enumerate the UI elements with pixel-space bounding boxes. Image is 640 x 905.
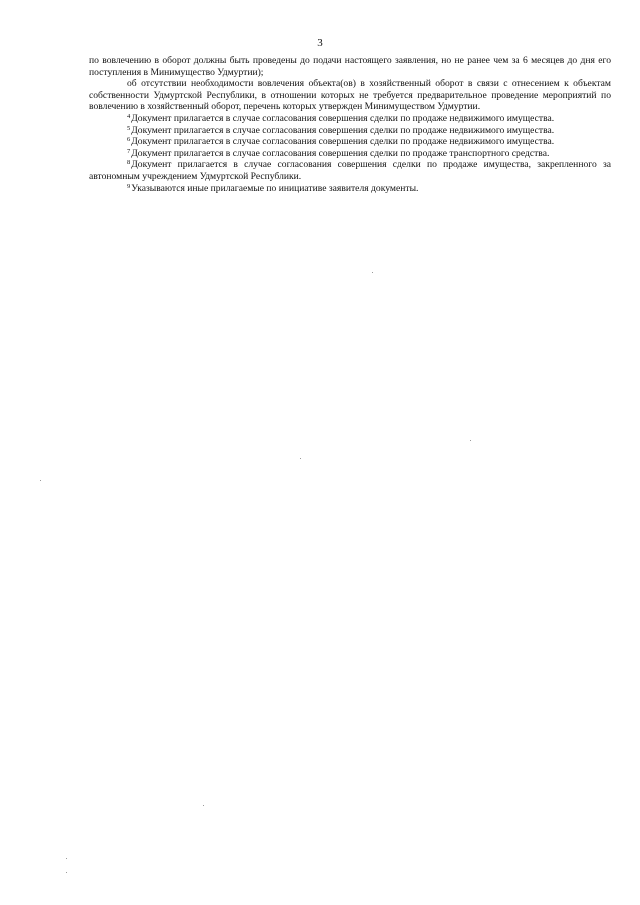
paragraph-no-involvement: об отсутствии необходимости вовлечения объекта(ов) в хозяйственный оборот в связи с отнесением к объектам собственности Удмуртской Республики, в отношении которых не требуется предварительное проведение мероприятий по вовлечению в хозяйственный оборот, перечень которых утвержден Минимуществом Удмуртии. [89,78,611,113]
page-number: 3 [317,37,323,49]
footnote-7-number: 7 [127,147,131,155]
footnote-4-text: Документ прилагается в случае согласования совершения сделки по продаже недвижимого имущества. [131,112,555,124]
footnote-6-number: 6 [127,136,131,144]
scan-speck [203,805,204,806]
footnote-6 [89,136,611,148]
footnote-5 [89,125,611,137]
footnote-9 [89,183,611,195]
paragraph-continuation: по вовлечению в оборот должны быть проведены до подачи настоящего заявления, но не ранее чем за 6 месяцев до дня его поступления в Минимущество Удмуртии); [89,55,611,78]
footnote-4-number: 4 [127,112,131,120]
footnote-5-text: Документ прилагается в случае согласования совершения сделки по продаже недвижимого имущества. [131,124,555,136]
scan-speck [66,858,67,859]
footnote-5-number: 5 [127,124,131,132]
footnote-7-text: Документ прилагается в случае согласования совершения сделки по продаже транспортного средства. [131,147,550,159]
scan-speck [300,458,301,459]
document-body [89,55,611,194]
footnote-9-text: Указываются иные прилагаемые по инициативе заявителя документы. [131,182,419,194]
scan-speck [470,440,471,441]
scan-speck [40,480,41,481]
scan-speck [66,872,67,873]
footnote-4 [89,113,611,125]
footnote-8 [89,159,611,182]
footnote-9-number: 9 [127,182,131,190]
footnote-7 [89,148,611,160]
footnote-8-text: Документ прилагается в случае согласования совершения сделки по продаже имущества, закрепленного за автономным учреждением Удмуртской Республики. [89,159,611,182]
footnote-8-number: 8 [127,159,131,167]
scan-speck [372,272,373,273]
footnote-6-text: Документ прилагается в случае согласования совершения сделки по продаже недвижимого имущества. [131,136,555,148]
